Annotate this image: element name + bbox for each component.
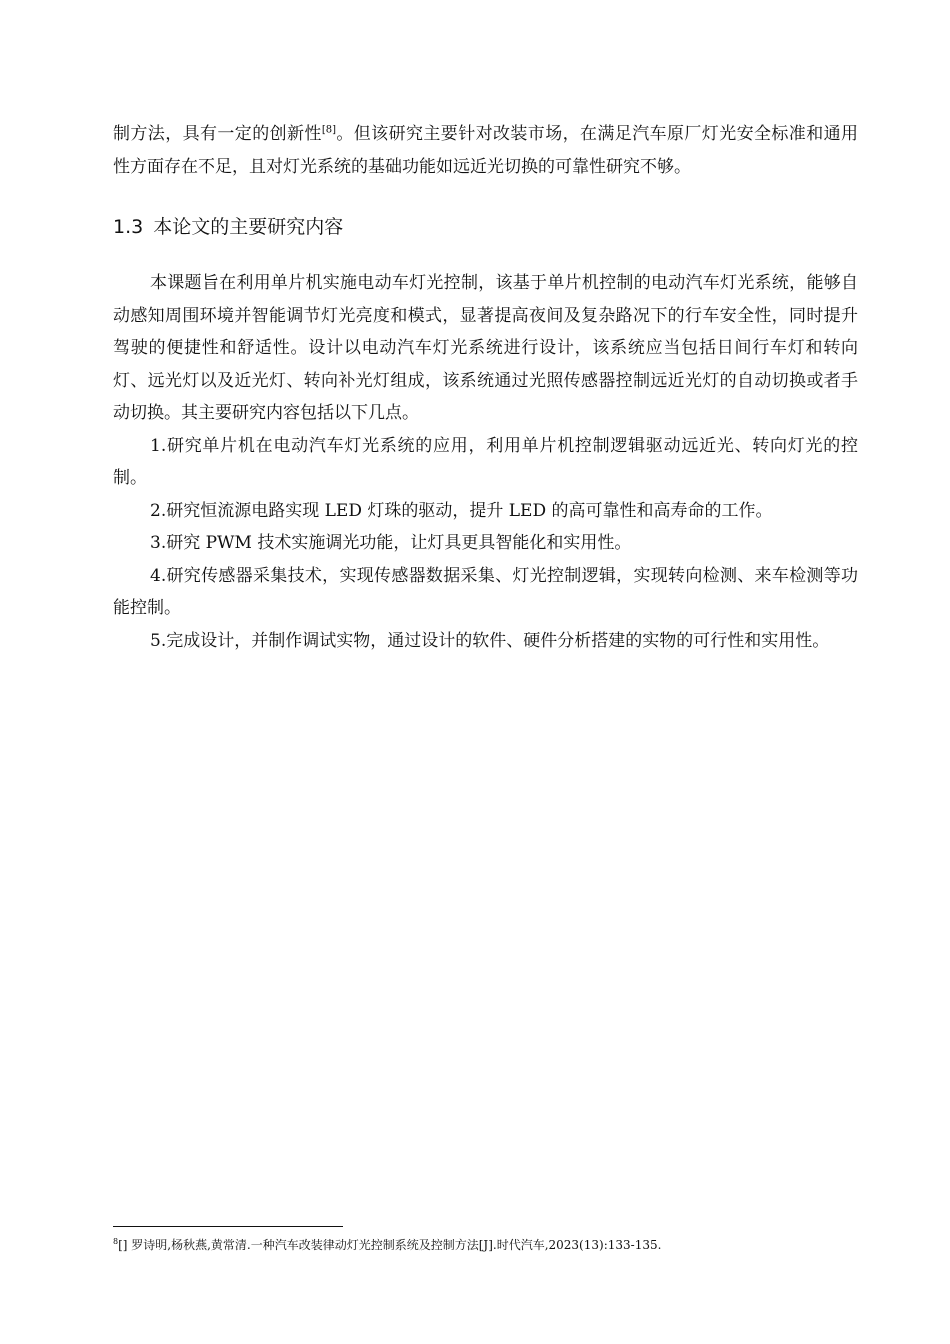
footnote-divider [113, 1226, 343, 1227]
list-item-4: 4.研究传感器采集技术，实现传感器数据采集、灯光控制逻辑，实现转向检测、来车检测等功能控制。 [113, 565, 858, 618]
intro-paragraph: 本课题旨在利用单片机实施电动车灯光控制，该基于单片机控制的电动汽车灯光系统，能够自动感知周围环境并智能调节灯光亮度和模式，显著提高夜间及复杂路况下的行车安全性，同时提升驾驶的便捷性和舒适性。设计以电动汽车灯光系统进行设计，该系统应当包括日间行车灯和转向灯、远光灯以及近光灯、转向补光灯组成，该系统通过光照传感器控制远近光灯的自动切换或者手动切换。其主要研究内容包括以下几点。 [113, 273, 858, 423]
section-number: 1.3 [113, 216, 144, 238]
paragraph-text-end: 。但该研究主要针对改装市场，在满足汽车原厂灯光安全标准和通用性方面存在不足，且对灯光系统的基础功能如远近光切换的可靠性研究不够。 [113, 124, 859, 177]
list-item-3: 3.研究 PWM 技术实施调光功能，让灯具更具智能化和实用性。 [150, 533, 632, 553]
footnote-mark: 8 [113, 1237, 119, 1246]
footnote-text: [] 罗诗明,杨秋燕,黄常清.一种汽车改装律动灯光控制系统及控制方法[J].时代汽车,2023(13):133-135. [118, 1238, 662, 1252]
paragraph-text-start: 制方法，具有一定的创新性 [113, 124, 322, 144]
list-item-5: 5.完成设计，并制作调试实物，通过设计的软件、硬件分析搭建的实物的可行性和实用性。 [150, 630, 830, 651]
section-heading [113, 183, 858, 267]
section-title: 本论文的主要研究内容 [153, 216, 344, 238]
footnote [113, 1236, 858, 1254]
list-item-1: 1.研究单片机在电动汽车灯光系统的应用，利用单片机控制逻辑驱动远近光、转向灯光的控制。 [113, 435, 858, 488]
document-body [113, 118, 858, 657]
list-item-2: 2.研究恒流源电路实现 LED 灯珠的驱动，提升 LED 的高可靠性和高寿命的工作。 [150, 500, 773, 521]
continued-paragraph [113, 118, 858, 183]
citation-reference[interactable]: [8] [321, 124, 336, 136]
